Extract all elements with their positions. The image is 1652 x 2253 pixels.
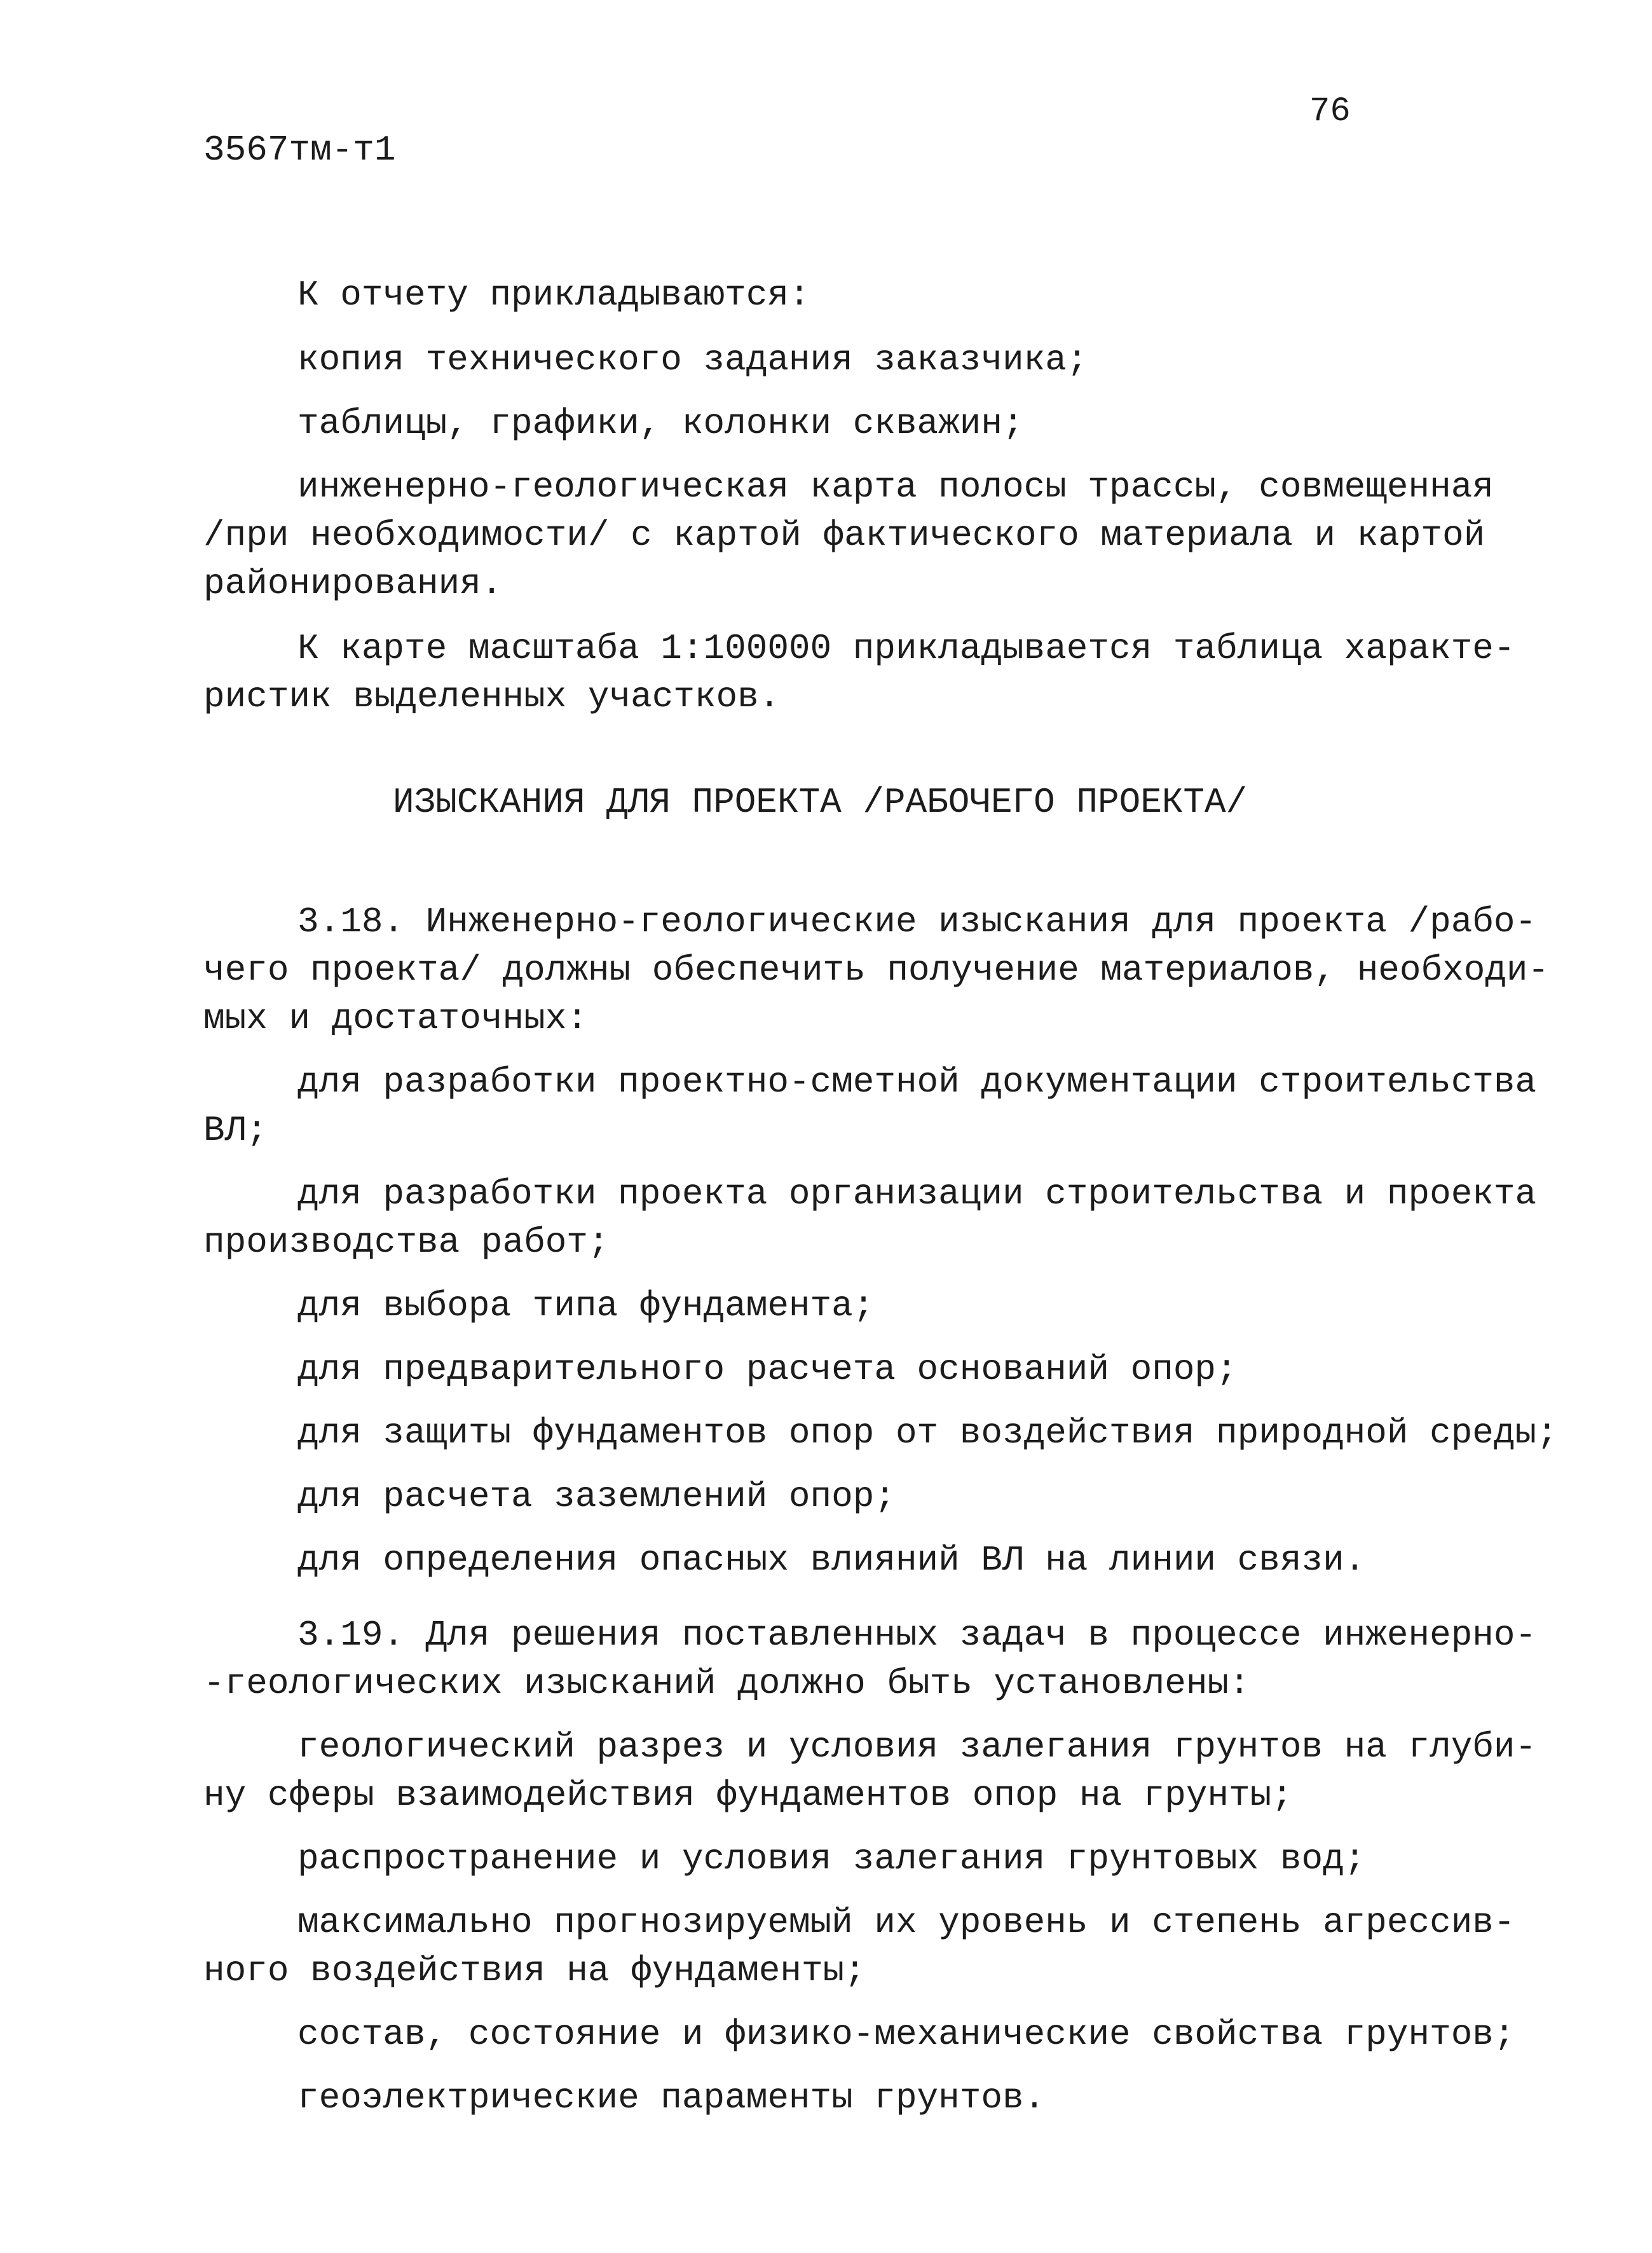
attachment-item-continuation: районирования. (203, 563, 503, 604)
attachment-item-continuation: /при необходимости/ с картой фактического материала и картой (203, 515, 1485, 556)
paragraph-text: мых и достаточных: (203, 998, 588, 1039)
list-item: состав, состояние и физико-механические свойства грунтов; (297, 2014, 1515, 2055)
list-item: для разработки проекта организации строительства и проекта (297, 1174, 1537, 1214)
document-code: 3567тм-т1 (203, 130, 396, 170)
attachment-item: копия технического задания заказчика; (297, 339, 1088, 380)
list-item: для определения опасных влияний ВЛ на линии связи. (297, 1540, 1366, 1580)
paragraph-text: -геологических изысканий должно быть установлены: (203, 1663, 1250, 1704)
paragraph-text: 3.19. Для решения поставленных задач в процессе инженерно- (297, 1615, 1537, 1655)
section-heading: ИЗЫСКАНИЯ ДЛЯ ПРОЕКТА /РАБОЧЕГО ПРОЕКТА/ (393, 782, 1248, 823)
list-item-continuation: производства работ; (203, 1222, 610, 1263)
list-item-continuation: ВЛ; (203, 1110, 268, 1151)
paragraph-text: чего проекта/ должны обеспечить получение материалов, необходи- (203, 950, 1550, 990)
attachment-item: инженерно-геологическая карта полосы трассы, совмещенная (297, 467, 1494, 507)
list-item: для защиты фундаментов опор от воздействия природной среды; (297, 1413, 1558, 1453)
attachments-intro: К отчету прикладываются: (297, 275, 810, 315)
map-note-continuation: ристик выделенных участков. (203, 676, 781, 717)
attachment-item: таблицы, графики, колонки скважин; (297, 403, 1024, 444)
list-item: распространение и условия залегания грунтовых вод; (297, 1839, 1366, 1879)
map-note: К карте масштаба 1:100000 прикладывается таблица характе- (297, 628, 1515, 669)
list-item: максимально прогнозируемый их уровень и степень агрессив- (297, 1902, 1515, 1943)
list-item: для выбора типа фундамента; (297, 1285, 875, 1326)
list-item-continuation: ного воздействия на фундаменты; (203, 1950, 866, 1991)
paragraph-text: 3.18. Инженерно-геологические изыскания для проекта /рабо- (297, 901, 1537, 942)
list-item: геоэлектрические параменты грунтов. (297, 2078, 1046, 2118)
list-item: геологический разрез и условия залегания грунтов на глуби- (297, 1727, 1537, 1767)
list-item-continuation: ну сферы взаимодействия фундаментов опор на грунты; (203, 1775, 1293, 1816)
page-number: 76 (1309, 92, 1351, 131)
list-item: для предварительного расчета оснований опор; (297, 1349, 1238, 1390)
list-item: для расчета заземлений опор; (297, 1476, 896, 1517)
list-item: для разработки проектно-сметной документации строительства (297, 1062, 1537, 1102)
